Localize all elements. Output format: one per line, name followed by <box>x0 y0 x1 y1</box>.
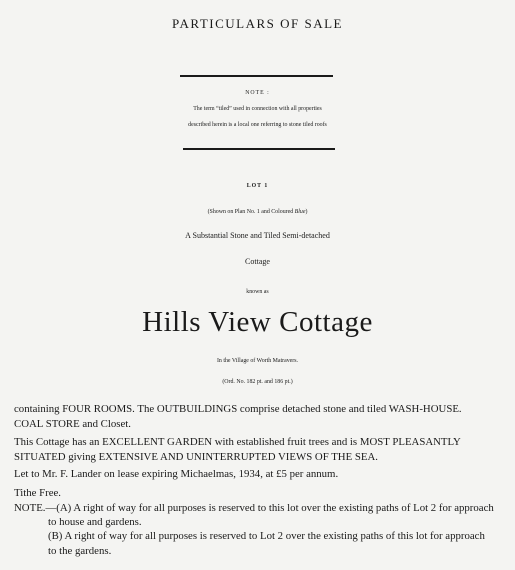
details-line-1: containing FOUR ROOMS. The OUTBUILDINGS comprise detached stone and tiled WASH-HOUSE. <box>14 403 462 415</box>
lot-description-line-2: Cottage <box>245 257 270 266</box>
details-note-a-cont: to house and gardens. <box>48 516 142 528</box>
details-note-b-cont: to the gardens. <box>48 545 112 557</box>
details-line-6: Tithe Free. <box>14 487 61 499</box>
lot-plan-reference <box>0 209 515 215</box>
ordnance-reference: (Ord. No. 182 pt. and 186 pt.) <box>222 379 293 385</box>
note-heading: NOTE : <box>245 90 270 96</box>
details-line-3: This Cottage has an EXCELLENT GARDEN with established fruit trees and is MOST PLEASANTLY <box>14 436 461 448</box>
details-note-a: NOTE.—(A) A right of way for all purposes is reserved to this lot over the existing paths of Lot 2 for approach <box>14 502 494 514</box>
page-title: PARTICULARS OF SALE <box>172 16 343 31</box>
details-line-4: SITUATED giving EXTENSIVE AND UNINTERRUPTED VIEWS OF THE SEA. <box>14 451 378 463</box>
plan-reference-close: ) <box>305 209 308 215</box>
village-line: In the Village of Worth Matravers. <box>216 358 299 364</box>
lot-description-line-1: A Substantial Stone and Tiled Semi-detached <box>185 231 330 240</box>
details-line-5: Let to Mr. F. Lander on lease expiring Michaelmas, 1934, at £5 per annum. <box>14 468 339 480</box>
known-as-label: known as <box>246 289 269 295</box>
plan-colour: Blue <box>294 209 306 215</box>
note-line-1: The term “tiled” used in connection with all properties <box>193 106 322 112</box>
plan-reference-text: (Shown on Plan No. 1 and Coloured <box>207 209 295 215</box>
divider-bottom <box>183 148 335 150</box>
property-name: Hills View Cottage <box>142 306 373 338</box>
note-line-2: described herein is a local one referring to stone tiled roofs <box>188 122 327 128</box>
divider-top <box>180 75 333 77</box>
details-note-b: (B) A right of way for all purposes is reserved to Lot 2 over the existing paths of this lot for approach <box>48 530 485 542</box>
lot-heading: LOT 1 <box>246 183 269 189</box>
details-line-2: COAL STORE and Closet. <box>14 418 131 430</box>
